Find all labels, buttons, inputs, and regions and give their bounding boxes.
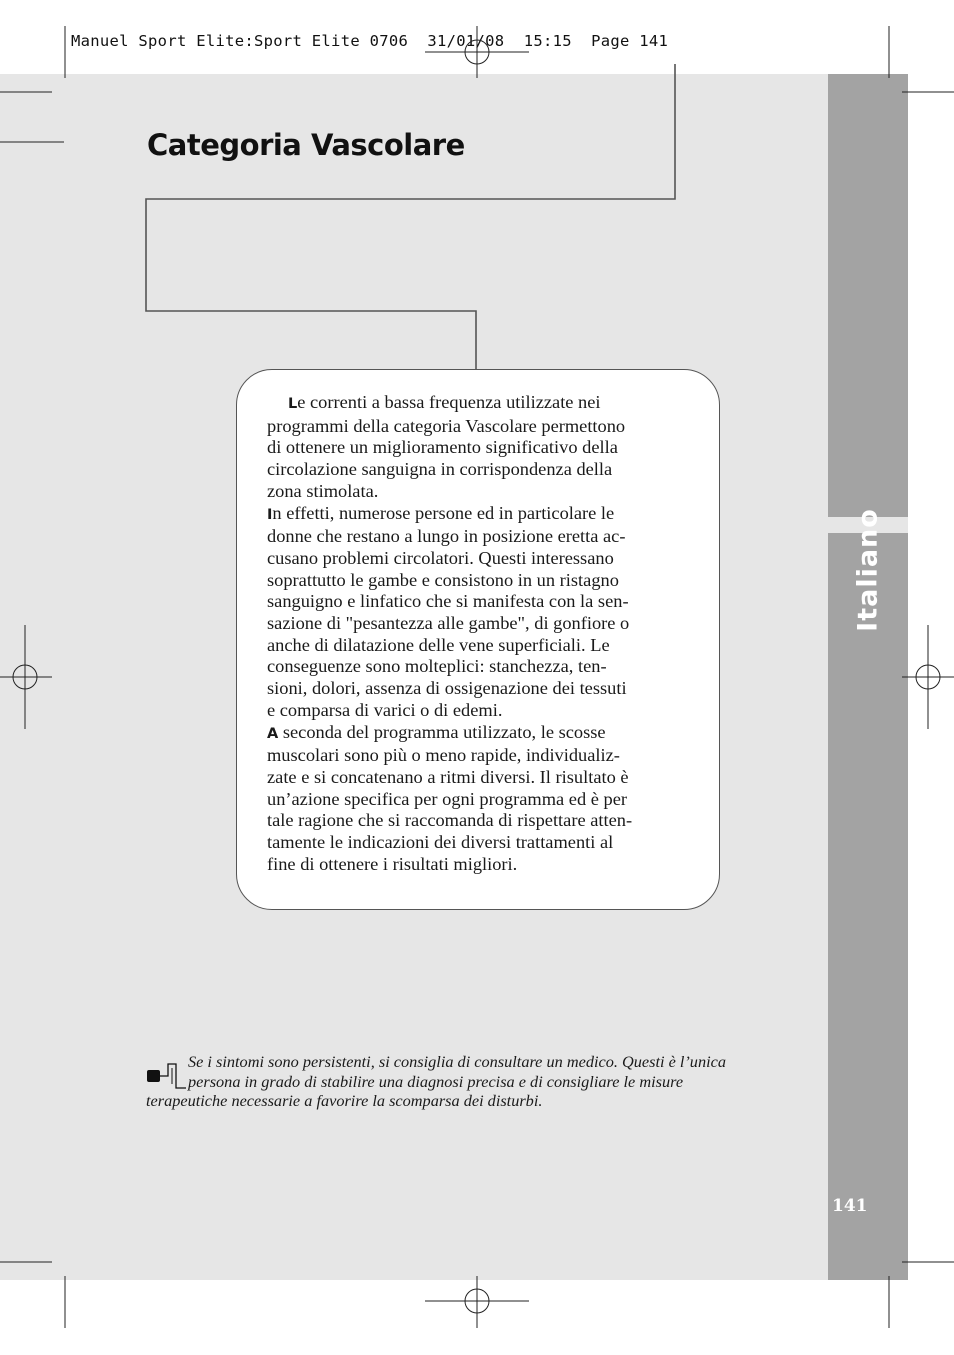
body-line [267, 613, 687, 635]
body-line-text: sioni, dolori, assenza di ossigenazione dei tessuti [267, 678, 627, 699]
body-line-text: di ottenere un miglioramento significativo della [267, 437, 618, 458]
page-number: 141 [832, 1196, 868, 1216]
body-line-text: tale ragione che si raccomanda di rispettare atten- [267, 810, 633, 831]
body-line [267, 854, 687, 876]
body-line [267, 810, 687, 832]
body-line-text: e comparsa di varici o di edemi. [267, 699, 503, 720]
body-line [267, 548, 687, 570]
body-line [267, 503, 687, 527]
body-line [267, 700, 687, 722]
body-line-text: cusano problemi circolatori. Questi interessano [267, 547, 614, 568]
registration-mark-right [902, 625, 954, 729]
drop-cap: L [288, 396, 298, 412]
content-text [267, 392, 687, 875]
body-line [267, 392, 687, 416]
body-line [267, 832, 687, 854]
medical-note [146, 1052, 806, 1111]
registration-mark-bottom [425, 1276, 529, 1328]
body-line [267, 481, 687, 503]
drop-cap: I [267, 506, 273, 523]
body-line-text: circolazione sanguigna in corrispondenza della [267, 459, 613, 480]
body-line-text: donne che restano a lungo in posizione eretta ac- [267, 526, 626, 547]
body-line-text: e correnti a bassa frequenza utilizzate nei [297, 392, 601, 412]
body-line-text: muscolari sono più o meno rapide, individualiz- [267, 745, 620, 766]
page-title: Categoria Vascolare [147, 128, 465, 162]
body-line-text: fine di ottenere i risultati migliori. [267, 853, 518, 874]
body-line-text: seconda del programma utilizzato, le scosse [278, 721, 606, 742]
body-line-text: programmi della categoria Vascolare permettono [267, 415, 626, 436]
body-line [267, 459, 687, 481]
body-line [267, 526, 687, 548]
body-line-text: tamente le indicazioni dei diversi trattamenti al [267, 832, 614, 853]
body-line-text: anche di dilatazione delle vene superficiali. Le [267, 634, 610, 655]
note-line: persona in grado di stabilire una diagnosi precisa e di consigliare le misure [188, 1071, 684, 1091]
body-line-text: zona stimolata. [267, 480, 379, 501]
body-line-text: zate e si concatenano a ritmi diversi. Il risultato è [267, 766, 629, 787]
body-line [267, 789, 687, 811]
body-line [267, 678, 687, 700]
body-line [267, 722, 687, 746]
body-line-text: conseguenze sono molteplici: stanchezza, ten- [267, 656, 607, 677]
body-line [267, 591, 687, 613]
body-line-text: un’azione specifica per ogni programma ed è per [267, 788, 627, 809]
body-line-text: n effetti, numerose persone ed in particolare le [272, 502, 615, 523]
body-line [267, 437, 687, 459]
language-side-bar [828, 74, 908, 1280]
body-line [267, 656, 687, 678]
body-line-text: sanguigno e linfatico che si manifesta con la sen- [267, 591, 629, 612]
note-line: terapeutiche necessarie a favorire la scomparsa dei disturbi. [146, 1091, 543, 1111]
drop-cap: A [267, 725, 279, 742]
body-line-text: sazione di "pesantezza alle gambe", di gonfiore o [267, 613, 630, 634]
body-line [267, 745, 687, 767]
body-line [267, 635, 687, 657]
body-line [267, 416, 687, 438]
note-line: Se i sintomi sono persistenti, si consiglia di consultare un medico. Questi è l’unica [188, 1052, 726, 1071]
body-line-text: soprattutto le gambe e consistono in un ristagno [267, 569, 619, 590]
print-slug: Manuel Sport Elite:Sport Elite 0706 31/01/08 15:15 Page 141 [71, 32, 669, 50]
body-line [267, 767, 687, 789]
language-tab-label: Italiano [852, 508, 884, 632]
body-line [267, 570, 687, 592]
